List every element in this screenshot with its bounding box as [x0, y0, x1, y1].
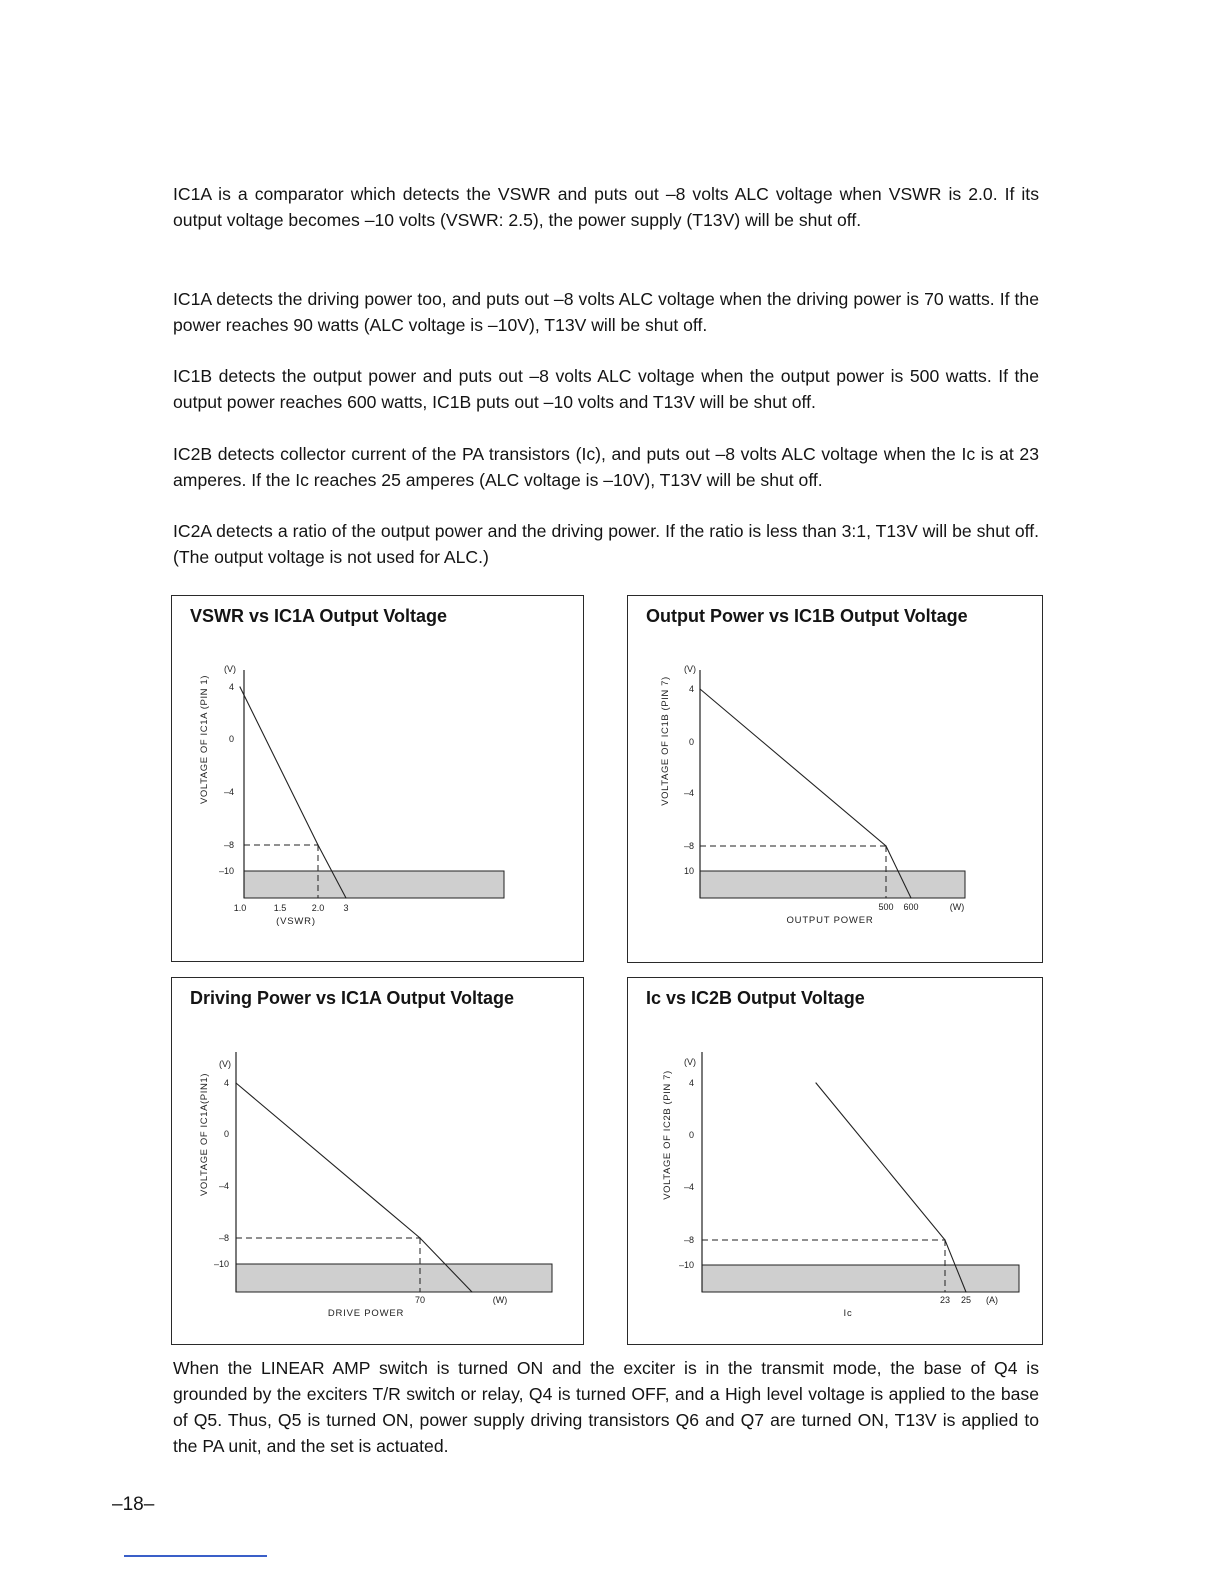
chart-title: Ic vs IC2B Output Voltage [646, 988, 865, 1008]
y-tick-label: –8 [218, 1233, 229, 1243]
y-tick-label: –4 [683, 788, 694, 798]
y-tick-label: –4 [218, 1181, 229, 1191]
paragraph-linear-amp: When the LINEAR AMP switch is turned ON and the exciter is in the transmit mode, the base of Q4 is grounded by the exciters T/R switch or relay, Q4 is turned OFF, and a High level voltage is applied to the base of Q5. Thus, Q5 is turned ON, power supply driving transistors Q6 and Q7 are turned ON, T13V is applied to the PA unit, and the set is actuated. [173, 1358, 1039, 1456]
y-tick-label: 0 [228, 734, 234, 744]
x-axis-title: (VSWR) [276, 916, 316, 927]
paragraph-driving-power: IC1A detects the driving power too, and puts out –8 volts ALC voltage when the driving power is 70 watts. If the power reaches 90 watts (ALC voltage is –10V), T13V will be shut off. [173, 289, 1039, 335]
x-unit-label: (W) [949, 902, 965, 912]
y-tick-label: 0 [223, 1129, 229, 1139]
data-point [345, 897, 346, 898]
y-tick-label: –8 [683, 1235, 694, 1245]
data-point [944, 1239, 945, 1240]
data-point [885, 845, 886, 846]
data-point [910, 897, 911, 898]
x-tick-label: 3 [343, 903, 349, 913]
paragraph-collector-current: IC2B detects collector current of the PA transistors (Ic), and puts out –8 volts ALC voltage when the Ic is at 23 amperes. If the Ic reaches 25 amperes (ALC voltage is –10V), T13V will be shut off. [173, 444, 1039, 490]
x-axis-title: OUTPUT POWER [786, 915, 874, 926]
chart-title: VSWR vs IC1A Output Voltage [190, 606, 448, 626]
y-tick-label: –10 [218, 866, 234, 876]
x-tick-label: 1.5 [273, 903, 287, 913]
x-tick-label: 1.0 [233, 903, 247, 913]
chart-panel-output-power [627, 595, 1043, 963]
y-unit-label: (V) [219, 1059, 231, 1069]
y-axis-title: VOLTAGE OF IC1B (PIN 7) [660, 676, 671, 806]
y-tick-label: –10 [213, 1259, 229, 1269]
chart-panel-ic [627, 977, 1043, 1345]
chart-title: Output Power vs IC1B Output Voltage [646, 606, 968, 626]
series-line [240, 687, 346, 898]
series-line [700, 689, 911, 898]
shaded-band [244, 871, 504, 898]
data-point [471, 1291, 472, 1292]
y-tick-label: 4 [688, 684, 694, 694]
y-tick-label: 4 [223, 1078, 229, 1088]
chart-ic [628, 978, 1044, 1346]
shaded-band [700, 871, 965, 898]
y-tick-label: 10 [683, 866, 694, 876]
data-point [815, 1082, 816, 1083]
y-tick-label: –4 [683, 1182, 694, 1192]
y-unit-label: (V) [684, 1057, 696, 1067]
chart-vswr [172, 596, 585, 963]
chart-driving-power [172, 978, 585, 1346]
data-point [235, 1082, 236, 1083]
data-point [419, 1237, 420, 1238]
y-tick-label: –4 [223, 787, 234, 797]
x-tick-label: 2.0 [311, 903, 325, 913]
page-number: –18– [112, 1494, 155, 1515]
y-tick-label: 0 [688, 737, 694, 747]
paragraph-ratio: IC2A detects a ratio of the output power and the driving power. If the ratio is less than 3:1, T13V will be shut off. (The output voltage is not used for ALC.) [173, 521, 1039, 567]
chart-output-power [628, 596, 1044, 964]
y-tick-label: 4 [688, 1078, 694, 1088]
y-unit-label: (V) [224, 664, 236, 674]
x-tick-label: 500 [878, 902, 894, 912]
shaded-band [236, 1264, 552, 1292]
y-tick-label: 4 [228, 682, 234, 692]
y-unit-label: (V) [684, 664, 696, 674]
x-unit-label: (A) [986, 1295, 998, 1305]
paragraph-output-power: IC1B detects the output power and puts out –8 volts ALC voltage when the output power is 500 watts. If the output power reaches 600 watts, IC1B puts out –10 volts and T13V will be shut off. [173, 366, 1039, 412]
y-axis-title: VOLTAGE OF IC1A(PIN1) [199, 1072, 210, 1197]
x-tick-label: 23 [939, 1295, 951, 1305]
chart-panel-vswr [171, 595, 584, 962]
paragraph-vswr: IC1A is a comparator which detects the VSWR and puts out –8 volts ALC voltage when VSWR is 2.0. If its output voltage becomes –10 volts (VSWR: 2.5), the power supply (T13V) will be shut off. [173, 184, 1039, 230]
series-line [816, 1083, 966, 1292]
x-axis-title: DRIVE POWER [327, 1308, 405, 1319]
chart-panel-driving-power [171, 977, 584, 1345]
data-point [965, 1291, 966, 1292]
bottom-rule [124, 1555, 267, 1557]
x-axis-title: Ic [843, 1308, 853, 1319]
data-point [699, 688, 700, 689]
y-tick-label: 0 [688, 1130, 694, 1140]
x-tick-label: 600 [903, 902, 919, 912]
y-tick-label: –8 [223, 840, 234, 850]
y-tick-label: –8 [683, 841, 694, 851]
data-point [317, 844, 318, 845]
x-unit-label: (W) [492, 1295, 508, 1305]
x-tick-label: 70 [414, 1295, 426, 1305]
series-line [236, 1083, 472, 1292]
y-axis-title: VOLTAGE OF IC2B (PIN 7) [662, 1070, 673, 1200]
y-axis-title: VOLTAGE OF IC1A (PIN 1) [199, 674, 210, 805]
shaded-band [702, 1265, 1019, 1292]
x-tick-label: 25 [960, 1295, 972, 1305]
y-tick-label: –10 [678, 1260, 694, 1270]
chart-title: Driving Power vs IC1A Output Voltage [190, 988, 515, 1008]
data-point [239, 686, 240, 687]
